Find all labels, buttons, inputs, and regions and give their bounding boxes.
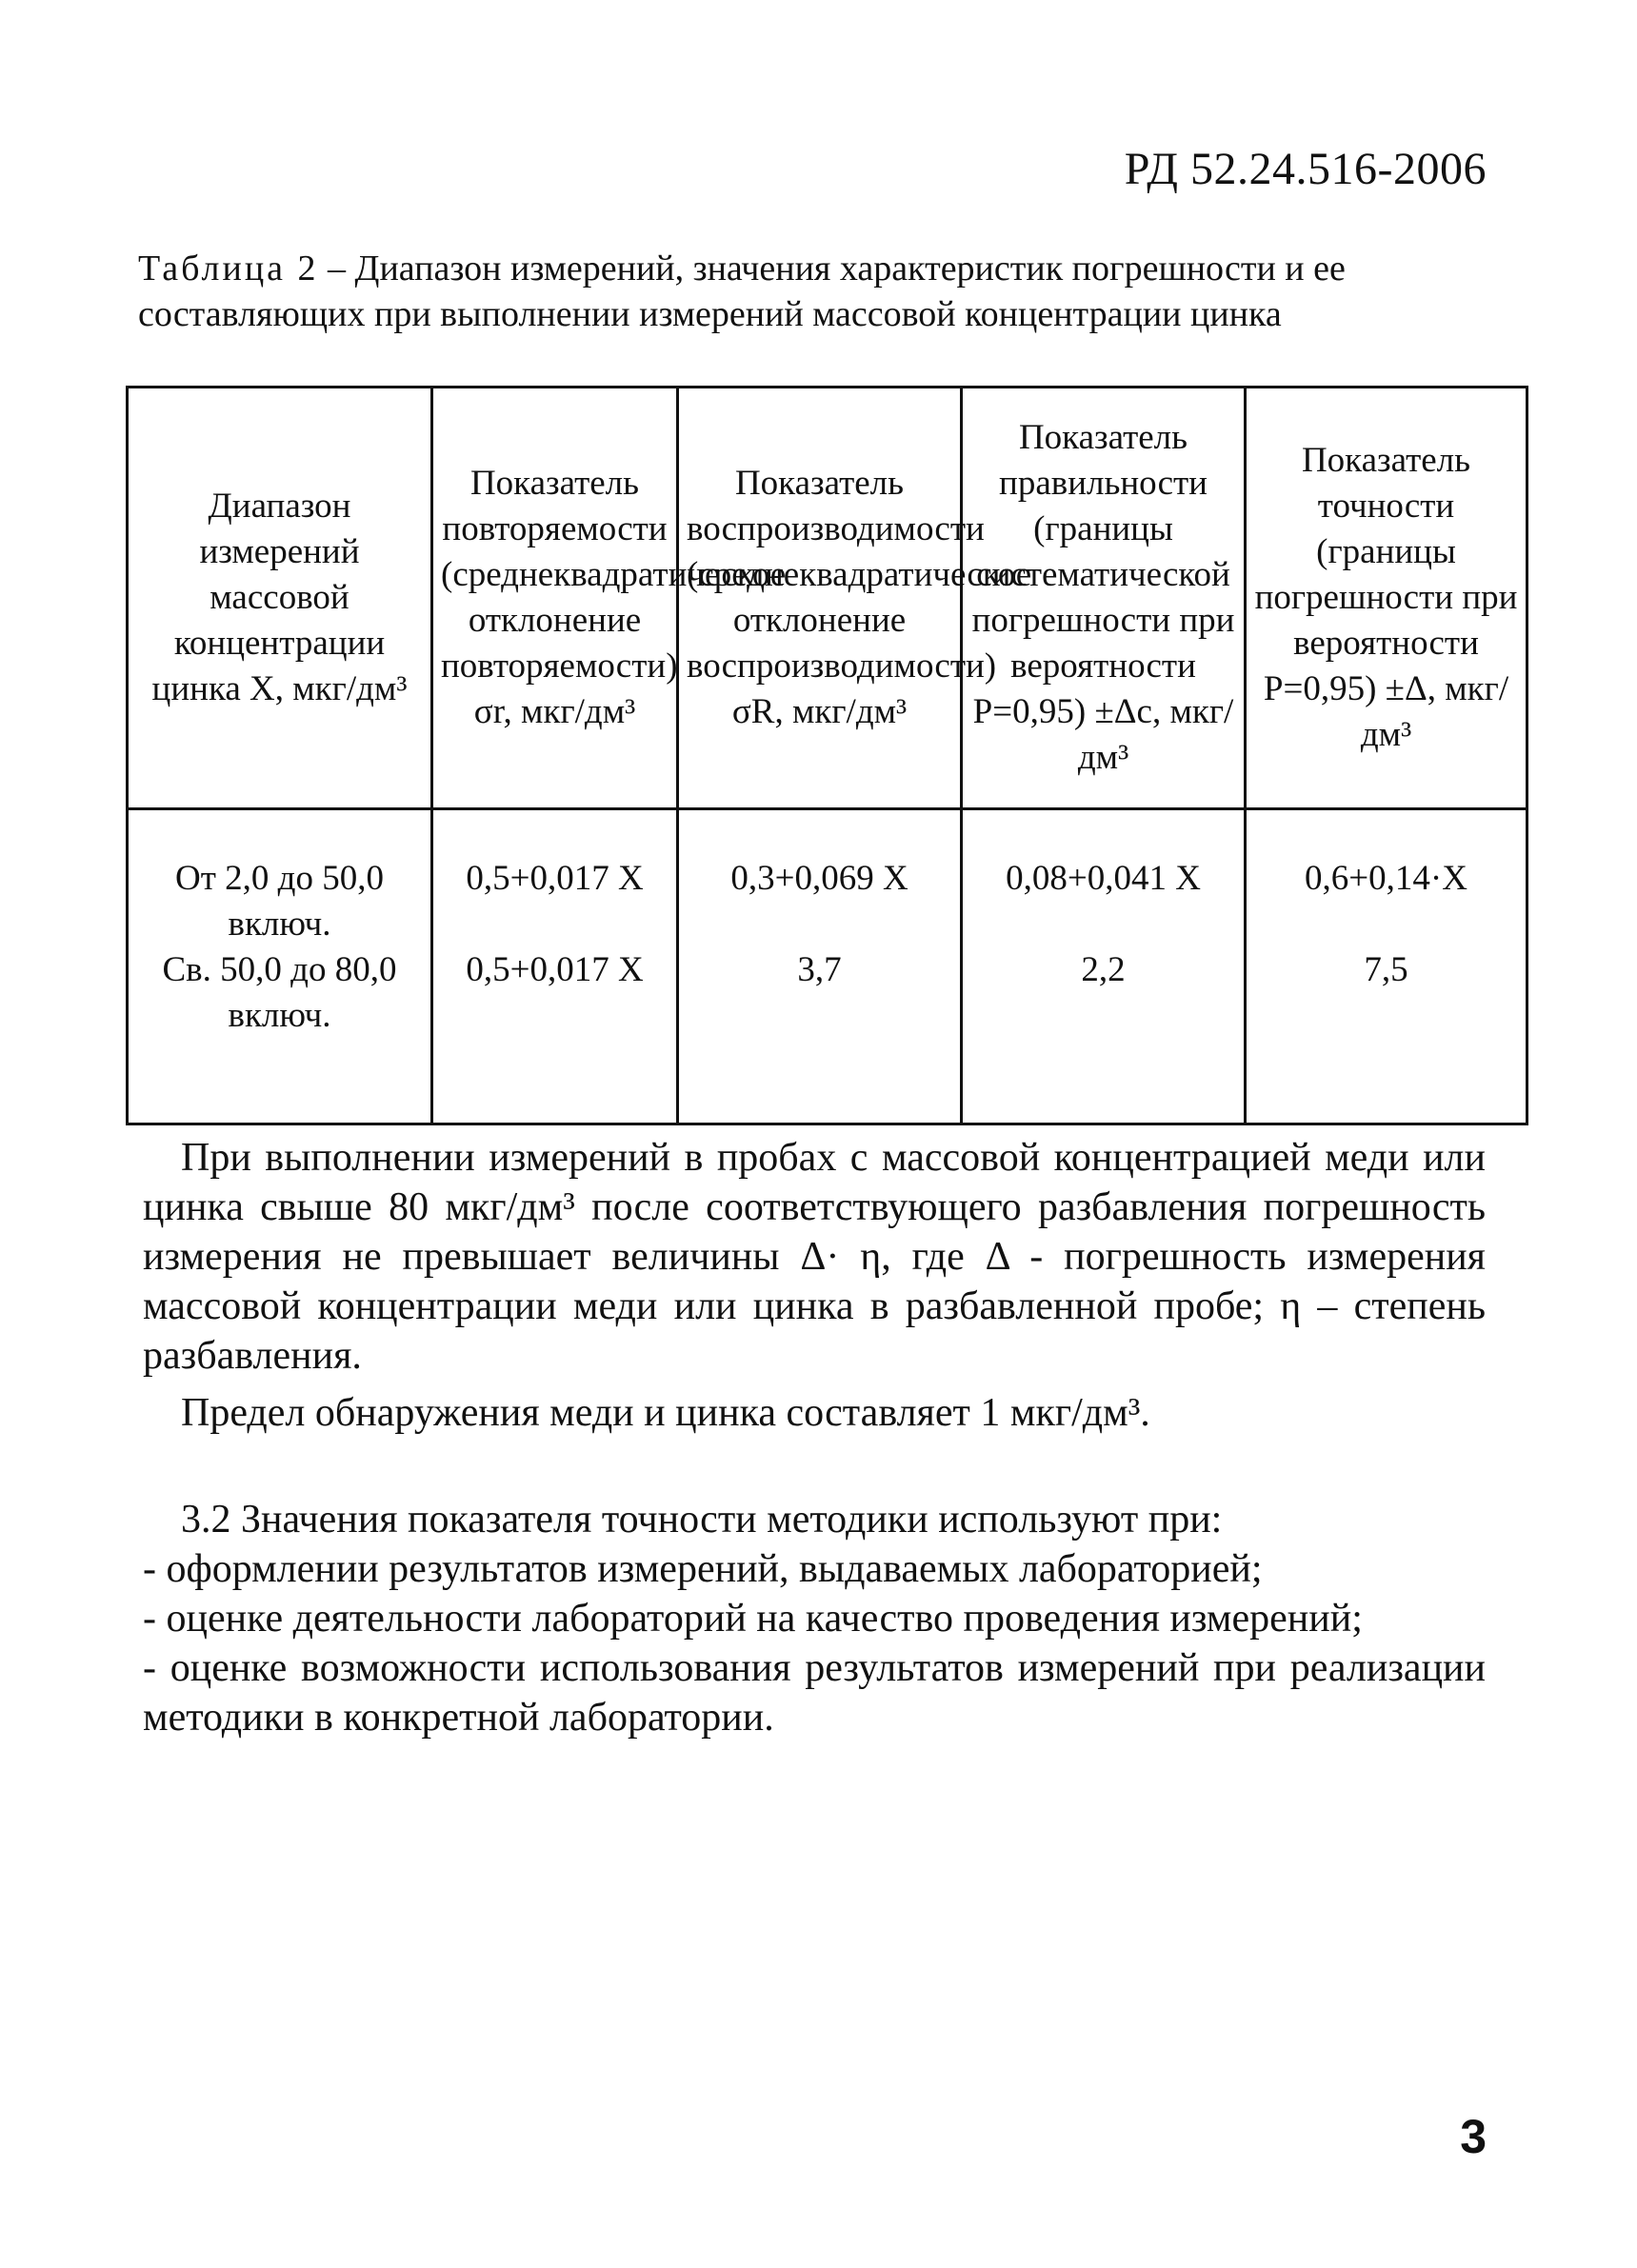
- header-reproducibility: Показатель воспроизводимости (среднеквадратическое отклонение воспроизводимости) σR, мкг/дм³: [678, 388, 962, 809]
- paragraph-detection-limit: Предел обнаружения меди и цинка составляет 1 мкг/дм³.: [181, 1391, 1150, 1435]
- table-row: [128, 809, 1527, 1124]
- table-cell-trueness: [962, 809, 1246, 1124]
- header-accuracy: Показатель точности (границы погрешности при вероятности P=0,95) ±Δ, мкг/дм³: [1246, 388, 1527, 809]
- accuracy-table: [126, 386, 1528, 1125]
- reproducibility-row-2: 3,7: [797, 950, 842, 989]
- range-row-2: Св. 50,0 до 80,0 включ.: [162, 950, 397, 1035]
- trueness-row-2: 2,2: [1081, 950, 1126, 989]
- header-trueness: Показатель правильности (границы систематической погрешности при вероятности P=0,95) ±Δc, мкг/дм³: [962, 388, 1246, 809]
- table-caption: [138, 246, 1490, 337]
- list-item: - оценке деятельности лабораторий на качество проведения измерений;: [143, 1597, 1363, 1641]
- paragraph-dilution: При выполнении измерений в пробах с массовой концентрацией меди или цинка свыше 80 мкг/дм³ после соответствующего разбавления погрешность измерения не превышает величины Δ· η, где Δ - погрешность измерения массовой концентрации меди или цинка в разбавленной пробе; η – степень разбавления.: [143, 1136, 1486, 1378]
- section-3-2: [143, 1495, 1486, 1742]
- header-range: Диапазон измерений массовой концентрации цинка X, мкг/дм³: [128, 388, 432, 809]
- repeatability-row-1: 0,5+0,017 X: [466, 859, 644, 898]
- range-row-1: От 2,0 до 50,0 включ.: [175, 859, 384, 944]
- repeatability-row-2: 0,5+0,017 X: [466, 950, 644, 989]
- page-number: 3: [1460, 2110, 1487, 2163]
- table-cell-repeatability: [432, 809, 678, 1124]
- reproducibility-row-1: 0,3+0,069 X: [730, 859, 908, 898]
- table-caption-text: – Диапазон измерений, значения характеристик погрешности и ее составляющих при выполнении измерений массовой концентрации цинка: [138, 249, 1346, 334]
- table-cell-range: [128, 809, 432, 1124]
- list-item: - оформлении результатов измерений, выдаваемых лабораторией;: [143, 1547, 1263, 1591]
- trueness-row-1: 0,08+0,041 X: [1006, 859, 1201, 898]
- list-item: - оценке возможности использования результатов измерений при реализации методики в конкретной лаборатории.: [143, 1646, 1486, 1740]
- section-3-2-title: 3.2 Значения показателя точности методики используют при:: [181, 1498, 1223, 1542]
- table-cell-accuracy: [1246, 809, 1527, 1124]
- accuracy-row-1: 0,6+0,14·X: [1305, 859, 1467, 898]
- table-header-row: [128, 388, 1527, 809]
- header-repeatability: Показатель повторяемости (среднеквадратическое отклонение повторяемости) σr, мкг/дм³: [432, 388, 678, 809]
- accuracy-row-2: 7,5: [1364, 950, 1408, 989]
- document-code: РД 52.24.516-2006: [1124, 144, 1487, 194]
- table-caption-label: Таблица 2: [138, 249, 319, 288]
- table-cell-reproducibility: [678, 809, 962, 1124]
